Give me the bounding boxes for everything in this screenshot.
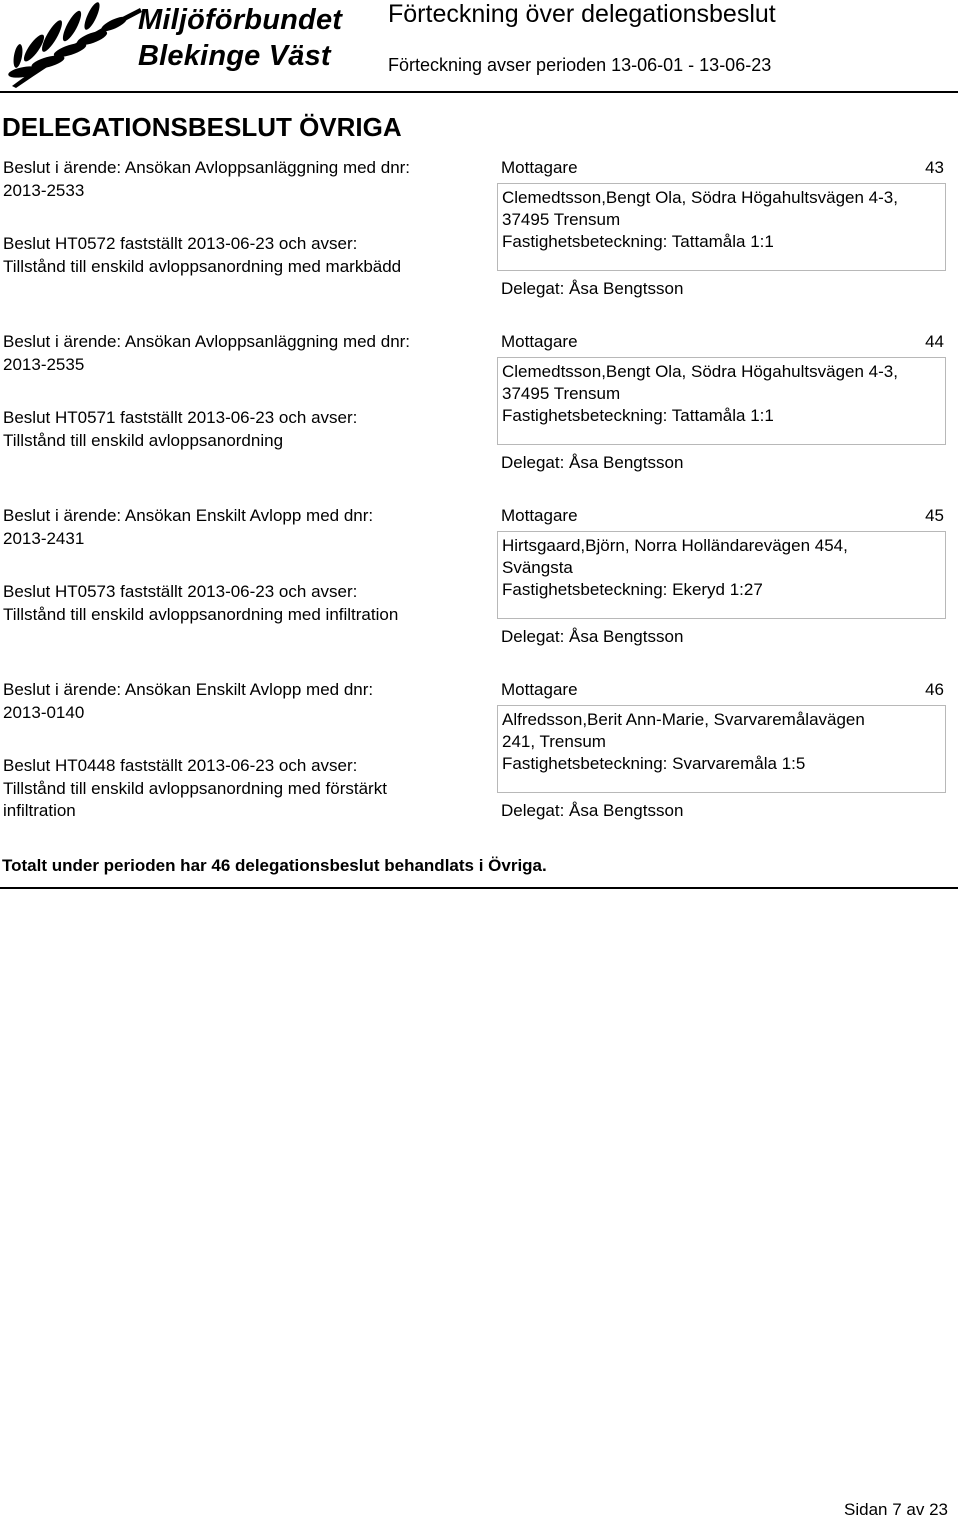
case-details (3, 505, 473, 626)
recipient-box (497, 183, 946, 271)
recipient-box (497, 705, 946, 793)
property-designation: Fastighetsbeteckning: Tattamåla 1:1 (502, 406, 774, 425)
decision-entry (0, 157, 960, 325)
decision-line: Beslut HT0571 fastställt 2013-06-23 och avser: (3, 408, 358, 427)
recipient-box (497, 531, 946, 619)
delegate: Delegat: Åsa Bengtsson (501, 801, 684, 820)
delegate: Delegat: Åsa Bengtsson (501, 279, 684, 298)
leaf-branch-icon (4, 2, 142, 88)
case-number: 2013-0140 (3, 702, 85, 722)
case-number: 2013-2533 (3, 180, 85, 200)
case-details (3, 331, 473, 452)
decision-line: Beslut HT0572 fastställt 2013-06-23 och avser: (3, 234, 358, 253)
decision-entry (0, 679, 960, 847)
recipient-name: Hirtsgaard,Björn, Norra Holländarevägen 454, (502, 536, 848, 555)
decision-description: Tillstånd till enskild avloppsanordning med markbädd (3, 256, 402, 276)
recipient-name: Alfredsson,Berit Ann-Marie, Svarvaremålavägen (502, 710, 865, 729)
section-title: DELEGATIONSBESLUT ÖVRIGA (2, 112, 402, 142)
recipient-postal: Svängsta (502, 558, 573, 577)
entry-number: 46 (925, 680, 944, 699)
delegate: Delegat: Åsa Bengtsson (501, 627, 684, 646)
case-number: 2013-2431 (3, 528, 85, 548)
entry-number: 44 (925, 332, 944, 351)
recipient-name: Clemedtsson,Bengt Ola, Södra Högahultsvägen 4-3, (502, 362, 898, 381)
case-line: Beslut i ärende: Ansökan Enskilt Avlopp med dnr: (3, 506, 374, 525)
case-line: Beslut i ärende: Ansökan Avloppsanläggning med dnr: (3, 332, 411, 351)
decision-description-cont: infiltration (3, 801, 76, 820)
property-designation: Fastighetsbeteckning: Svarvaremåla 1:5 (502, 754, 806, 773)
recipient-postal: 37495 Trensum (502, 384, 621, 403)
property-designation: Fastighetsbeteckning: Tattamåla 1:1 (502, 232, 774, 251)
total-divider (0, 887, 958, 889)
recipient-label: Mottagare (501, 332, 578, 351)
decision-description: Tillstånd till enskild avloppsanordning med infiltration (3, 604, 399, 624)
logo-name-line2: Blekinge Väst (138, 40, 331, 72)
recipient-label: Mottagare (501, 506, 578, 525)
recipient-box (497, 357, 946, 445)
property-designation: Fastighetsbeteckning: Ekeryd 1:27 (502, 580, 763, 599)
recipient-label: Mottagare (501, 158, 578, 177)
entry-number: 45 (925, 506, 944, 525)
period-total: Totalt under perioden har 46 delegationsbeslut behandlats i Övriga. (2, 856, 547, 875)
logo-name-line1: Miljöförbundet (138, 4, 343, 36)
delegate: Delegat: Åsa Bengtsson (501, 453, 684, 472)
entry-number: 43 (925, 158, 944, 177)
recipient-postal: 241, Trensum (502, 732, 606, 751)
case-number: 2013-2535 (3, 354, 85, 374)
recipient-postal: 37495 Trensum (502, 210, 621, 229)
report-period: Förteckning avser perioden 13-06-01 - 13-06-23 (388, 55, 772, 75)
case-line: Beslut i ärende: Ansökan Avloppsanläggning med dnr: (3, 158, 411, 177)
recipient-name: Clemedtsson,Bengt Ola, Södra Högahultsvägen 4-3, (502, 188, 898, 207)
decision-entry (0, 505, 960, 673)
page-number: Sidan 7 av 23 (844, 1500, 948, 1519)
decision-description: Tillstånd till enskild avloppsanordning med förstärkt (3, 778, 387, 798)
case-details (3, 679, 473, 823)
header-divider (0, 91, 958, 93)
case-details (3, 157, 473, 278)
decision-line: Beslut HT0448 fastställt 2013-06-23 och avser: (3, 756, 358, 775)
document-title: Förteckning över delegationsbeslut (388, 0, 776, 28)
logo (0, 0, 380, 90)
recipient-label: Mottagare (501, 680, 578, 699)
decision-entry (0, 331, 960, 499)
case-line: Beslut i ärende: Ansökan Enskilt Avlopp med dnr: (3, 680, 374, 699)
decision-line: Beslut HT0573 fastställt 2013-06-23 och avser: (3, 582, 358, 601)
decision-description: Tillstånd till enskild avloppsanordning (3, 430, 284, 450)
